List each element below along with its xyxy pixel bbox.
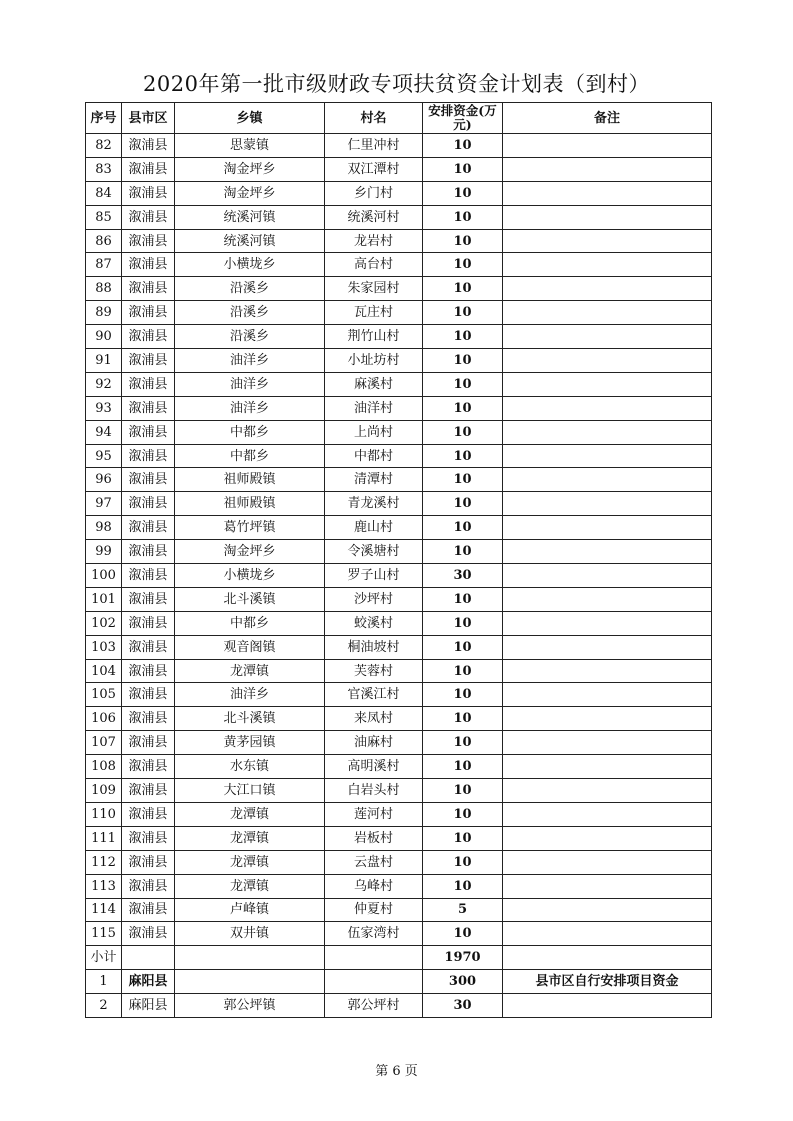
cell-no: 101 (86, 587, 122, 611)
cell-county: 溆浦县 (122, 468, 175, 492)
cell-village: 高台村 (325, 253, 423, 277)
cell-remark (503, 253, 712, 277)
cell-no: 90 (86, 325, 122, 349)
cell-county: 溆浦县 (122, 349, 175, 373)
header-amount: 安排资金(万元) (423, 103, 503, 134)
cell-amount: 10 (423, 253, 503, 277)
cell-township: 龙潭镇 (175, 850, 325, 874)
cell-remark (503, 468, 712, 492)
table-row (86, 874, 712, 898)
cell-township: 油洋乡 (175, 683, 325, 707)
cell-county: 麻阳县 (122, 970, 175, 994)
cell-amount: 10 (423, 874, 503, 898)
cell-township: 龙潭镇 (175, 874, 325, 898)
cell-amount: 10 (423, 205, 503, 229)
cell-amount: 10 (423, 683, 503, 707)
cell-county: 溆浦县 (122, 922, 175, 946)
cell-remark (503, 731, 712, 755)
cell-township: 统溪河镇 (175, 205, 325, 229)
cell-village: 上尚村 (325, 420, 423, 444)
cell-amount: 300 (423, 970, 503, 994)
cell-remark (503, 229, 712, 253)
cell-county: 溆浦县 (122, 277, 175, 301)
cell-township: 淘金坪乡 (175, 181, 325, 205)
table-row (86, 683, 712, 707)
cell-no: 105 (86, 683, 122, 707)
cell-amount: 30 (423, 564, 503, 588)
cell-remark (503, 635, 712, 659)
cell-village: 仲夏村 (325, 898, 423, 922)
cell-village: 瓦庄村 (325, 301, 423, 325)
cell-township: 龙潭镇 (175, 826, 325, 850)
cell-county: 溆浦县 (122, 587, 175, 611)
cell-amount: 10 (423, 134, 503, 158)
page-number: 第 6 页 (375, 1064, 418, 1079)
cell-village (325, 970, 423, 994)
cell-township: 中都乡 (175, 611, 325, 635)
cell-village: 乡门村 (325, 181, 423, 205)
cell-no: 97 (86, 492, 122, 516)
cell-amount: 10 (423, 850, 503, 874)
header-township: 乡镇 (175, 103, 325, 134)
cell-no: 89 (86, 301, 122, 325)
cell-remark (503, 802, 712, 826)
table-row (86, 134, 712, 158)
cell-county: 溆浦县 (122, 516, 175, 540)
cell-county: 溆浦县 (122, 372, 175, 396)
cell-township: 祖师殿镇 (175, 492, 325, 516)
cell-amount: 10 (423, 301, 503, 325)
table-row (86, 229, 712, 253)
cell-village: 仁里冲村 (325, 134, 423, 158)
cell-remark (503, 420, 712, 444)
cell-remark (503, 444, 712, 468)
cell-county: 溆浦县 (122, 874, 175, 898)
cell-no: 108 (86, 755, 122, 779)
table-row (86, 922, 712, 946)
cell-county: 溆浦县 (122, 707, 175, 731)
cell-county: 麻阳县 (122, 994, 175, 1018)
cell-remark (503, 134, 712, 158)
cell-county: 溆浦县 (122, 850, 175, 874)
cell-township: 淘金坪乡 (175, 157, 325, 181)
cell-village: 云盘村 (325, 850, 423, 874)
cell-no: 102 (86, 611, 122, 635)
cell-no: 94 (86, 420, 122, 444)
cell-township: 大江口镇 (175, 779, 325, 803)
table-row (86, 659, 712, 683)
cell-no: 83 (86, 157, 122, 181)
cell-village: 莲河村 (325, 802, 423, 826)
cell-remark (503, 564, 712, 588)
cell-amount: 5 (423, 898, 503, 922)
cell-remark (503, 372, 712, 396)
subtotal-empty-cell (325, 946, 423, 970)
cell-village: 中都村 (325, 444, 423, 468)
cell-amount: 10 (423, 731, 503, 755)
cell-amount: 10 (423, 181, 503, 205)
cell-village: 油麻村 (325, 731, 423, 755)
cell-township: 郭公坪镇 (175, 994, 325, 1018)
cell-county: 溆浦县 (122, 420, 175, 444)
cell-amount: 10 (423, 922, 503, 946)
cell-township: 统溪河镇 (175, 229, 325, 253)
cell-remark (503, 779, 712, 803)
cell-county: 溆浦县 (122, 611, 175, 635)
cell-village: 芙蓉村 (325, 659, 423, 683)
cell-village: 桐油坡村 (325, 635, 423, 659)
cell-county: 溆浦县 (122, 229, 175, 253)
table-row (86, 802, 712, 826)
cell-village: 朱家园村 (325, 277, 423, 301)
cell-village: 沙坪村 (325, 587, 423, 611)
cell-village: 高明溪村 (325, 755, 423, 779)
cell-no: 103 (86, 635, 122, 659)
cell-no: 111 (86, 826, 122, 850)
cell-remark (503, 205, 712, 229)
cell-village: 郭公坪村 (325, 994, 423, 1018)
cell-remark (503, 325, 712, 349)
cell-remark (503, 181, 712, 205)
cell-amount: 10 (423, 707, 503, 731)
table-row (86, 468, 712, 492)
table-row (86, 444, 712, 468)
cell-amount: 10 (423, 396, 503, 420)
cell-remark (503, 994, 712, 1018)
table-row (86, 731, 712, 755)
cell-county: 溆浦县 (122, 802, 175, 826)
table-row (86, 611, 712, 635)
cell-amount: 10 (423, 277, 503, 301)
cell-no: 104 (86, 659, 122, 683)
cell-county: 溆浦县 (122, 134, 175, 158)
table-row (86, 157, 712, 181)
cell-no: 91 (86, 349, 122, 373)
cell-no: 92 (86, 372, 122, 396)
cell-township: 水东镇 (175, 755, 325, 779)
cell-no: 99 (86, 540, 122, 564)
cell-township: 小横垅乡 (175, 253, 325, 277)
cell-county: 溆浦县 (122, 898, 175, 922)
cell-village: 麻溪村 (325, 372, 423, 396)
subtotal-remark (503, 946, 712, 970)
cell-township: 卢峰镇 (175, 898, 325, 922)
cell-township: 双井镇 (175, 922, 325, 946)
cell-village: 白岩头村 (325, 779, 423, 803)
cell-village: 油洋村 (325, 396, 423, 420)
cell-village: 岩板村 (325, 826, 423, 850)
table-row (86, 850, 712, 874)
cell-no: 82 (86, 134, 122, 158)
cell-no: 96 (86, 468, 122, 492)
table-row (86, 635, 712, 659)
header-no: 序号 (86, 103, 122, 134)
cell-amount: 10 (423, 516, 503, 540)
cell-township: 油洋乡 (175, 372, 325, 396)
subtotal-label: 小计 (86, 946, 122, 970)
cell-township: 油洋乡 (175, 349, 325, 373)
cell-village: 蛟溪村 (325, 611, 423, 635)
cell-no: 98 (86, 516, 122, 540)
cell-no: 107 (86, 731, 122, 755)
subtotal-amount: 1970 (423, 946, 503, 970)
cell-amount: 10 (423, 229, 503, 253)
cell-township: 观音阁镇 (175, 635, 325, 659)
cell-remark (503, 898, 712, 922)
cell-village: 清潭村 (325, 468, 423, 492)
cell-amount: 10 (423, 325, 503, 349)
subtotal-row (86, 946, 712, 970)
cell-remark (503, 874, 712, 898)
table-row (86, 349, 712, 373)
table-row (86, 755, 712, 779)
cell-village: 官溪江村 (325, 683, 423, 707)
table-row (86, 826, 712, 850)
cell-township: 祖师殿镇 (175, 468, 325, 492)
cell-amount: 10 (423, 157, 503, 181)
cell-county: 溆浦县 (122, 540, 175, 564)
cell-remark (503, 826, 712, 850)
cell-remark (503, 349, 712, 373)
cell-village: 令溪塘村 (325, 540, 423, 564)
cell-township: 北斗溪镇 (175, 587, 325, 611)
cell-township: 小横垅乡 (175, 564, 325, 588)
cell-village: 荆竹山村 (325, 325, 423, 349)
cell-county: 溆浦县 (122, 635, 175, 659)
cell-township (175, 970, 325, 994)
cell-remark (503, 492, 712, 516)
cell-amount: 10 (423, 444, 503, 468)
table-row (86, 420, 712, 444)
table-row (86, 707, 712, 731)
cell-no: 113 (86, 874, 122, 898)
cell-remark: 县市区自行安排项目资金 (503, 970, 712, 994)
table-row (86, 540, 712, 564)
cell-remark (503, 157, 712, 181)
table-row (86, 492, 712, 516)
subtotal-empty-cell (175, 946, 325, 970)
cell-village: 青龙溪村 (325, 492, 423, 516)
cell-amount: 10 (423, 468, 503, 492)
table-row (86, 970, 712, 994)
subtotal-empty-cell (122, 946, 175, 970)
cell-county: 溆浦县 (122, 564, 175, 588)
cell-township: 沿溪乡 (175, 301, 325, 325)
cell-township: 思蒙镇 (175, 134, 325, 158)
cell-county: 溆浦县 (122, 755, 175, 779)
cell-remark (503, 540, 712, 564)
cell-amount: 10 (423, 611, 503, 635)
cell-township: 北斗溪镇 (175, 707, 325, 731)
table-row (86, 516, 712, 540)
table-row (86, 277, 712, 301)
cell-amount: 10 (423, 372, 503, 396)
cell-township: 淘金坪乡 (175, 540, 325, 564)
cell-county: 溆浦县 (122, 826, 175, 850)
cell-amount: 10 (423, 755, 503, 779)
cell-remark (503, 611, 712, 635)
cell-remark (503, 707, 712, 731)
cell-township: 葛竹坪镇 (175, 516, 325, 540)
cell-village: 伍家湾村 (325, 922, 423, 946)
table-row (86, 396, 712, 420)
cell-county: 溆浦县 (122, 253, 175, 277)
cell-no: 114 (86, 898, 122, 922)
cell-township: 沿溪乡 (175, 277, 325, 301)
cell-county: 溆浦县 (122, 731, 175, 755)
cell-county: 溆浦县 (122, 659, 175, 683)
funding-table (85, 102, 712, 1018)
table-row (86, 181, 712, 205)
table-row (86, 301, 712, 325)
cell-township: 龙潭镇 (175, 659, 325, 683)
cell-no: 87 (86, 253, 122, 277)
cell-county: 溆浦县 (122, 181, 175, 205)
header-county: 县市区 (122, 103, 175, 134)
cell-amount: 10 (423, 802, 503, 826)
cell-amount: 10 (423, 349, 503, 373)
cell-township: 龙潭镇 (175, 802, 325, 826)
cell-amount: 10 (423, 779, 503, 803)
cell-remark (503, 396, 712, 420)
cell-no: 115 (86, 922, 122, 946)
table-row (86, 205, 712, 229)
cell-village: 鹿山村 (325, 516, 423, 540)
cell-no: 93 (86, 396, 122, 420)
cell-remark (503, 516, 712, 540)
cell-remark (503, 683, 712, 707)
cell-county: 溆浦县 (122, 492, 175, 516)
cell-village: 双江潭村 (325, 157, 423, 181)
cell-no: 112 (86, 850, 122, 874)
cell-remark (503, 301, 712, 325)
cell-no: 100 (86, 564, 122, 588)
cell-amount: 10 (423, 635, 503, 659)
cell-no: 86 (86, 229, 122, 253)
cell-no: 88 (86, 277, 122, 301)
cell-no: 85 (86, 205, 122, 229)
table-row (86, 325, 712, 349)
cell-amount: 30 (423, 994, 503, 1018)
cell-no: 84 (86, 181, 122, 205)
cell-amount: 10 (423, 492, 503, 516)
cell-remark (503, 277, 712, 301)
cell-county: 溆浦县 (122, 779, 175, 803)
table-row (86, 898, 712, 922)
cell-no: 106 (86, 707, 122, 731)
cell-no: 1 (86, 970, 122, 994)
cell-village: 乌峰村 (325, 874, 423, 898)
cell-no: 95 (86, 444, 122, 468)
cell-village: 统溪河村 (325, 205, 423, 229)
cell-remark (503, 659, 712, 683)
cell-township: 中都乡 (175, 420, 325, 444)
cell-county: 溆浦县 (122, 157, 175, 181)
table-row (86, 587, 712, 611)
cell-township: 沿溪乡 (175, 325, 325, 349)
table-row (86, 994, 712, 1018)
cell-amount: 10 (423, 540, 503, 564)
cell-village: 小址坊村 (325, 349, 423, 373)
cell-amount: 10 (423, 587, 503, 611)
header-village: 村名 (325, 103, 423, 134)
cell-amount: 10 (423, 659, 503, 683)
table-row (86, 564, 712, 588)
cell-no: 110 (86, 802, 122, 826)
cell-village: 罗子山村 (325, 564, 423, 588)
cell-township: 中都乡 (175, 444, 325, 468)
cell-county: 溆浦县 (122, 301, 175, 325)
cell-township: 黄茅园镇 (175, 731, 325, 755)
cell-amount: 10 (423, 420, 503, 444)
table-row (86, 253, 712, 277)
cell-remark (503, 922, 712, 946)
cell-county: 溆浦县 (122, 396, 175, 420)
table-header-row (86, 103, 712, 134)
cell-county: 溆浦县 (122, 205, 175, 229)
cell-county: 溆浦县 (122, 444, 175, 468)
table-row (86, 779, 712, 803)
cell-county: 溆浦县 (122, 683, 175, 707)
cell-remark (503, 755, 712, 779)
cell-village: 龙岩村 (325, 229, 423, 253)
cell-township: 油洋乡 (175, 396, 325, 420)
cell-county: 溆浦县 (122, 325, 175, 349)
cell-no: 2 (86, 994, 122, 1018)
cell-remark (503, 850, 712, 874)
document-title: 2020年第一批市级财政专项扶贫资金计划表（到村） (143, 72, 650, 96)
table-row (86, 372, 712, 396)
cell-no: 109 (86, 779, 122, 803)
cell-remark (503, 587, 712, 611)
header-remark: 备注 (503, 103, 712, 134)
cell-amount: 10 (423, 826, 503, 850)
cell-village: 来凤村 (325, 707, 423, 731)
